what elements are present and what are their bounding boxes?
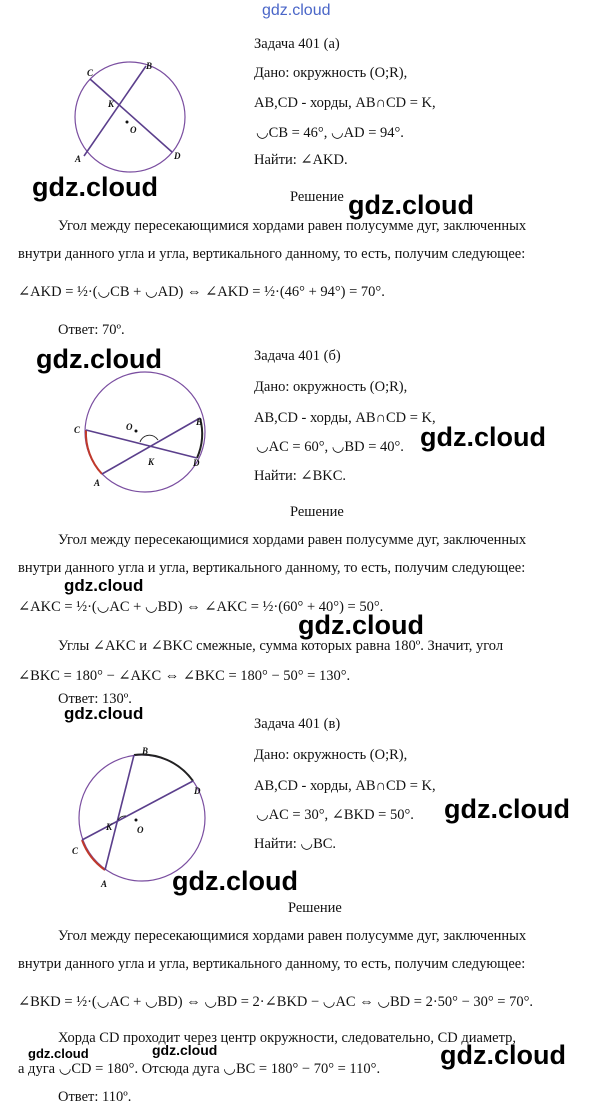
text-a-1: Угол между пересекающимися хордами равен полусумме дуг, заключенных	[58, 218, 527, 234]
angle-mark-b	[140, 435, 158, 442]
watermark-7: gdz.cloud	[64, 704, 144, 723]
watermark-5: gdz.cloud	[64, 576, 144, 595]
center-dot-b	[135, 430, 138, 433]
label-a-a: A	[75, 154, 82, 164]
chord-cd-a	[90, 79, 172, 152]
circle-a	[75, 62, 185, 172]
given-a: Дано: окружность (O;R),	[254, 65, 408, 81]
text-b-3: Углы ∠AKC и ∠BKC смежные, сумма которых равна 180º. Значит, угол	[58, 638, 504, 654]
diagram-b	[70, 370, 220, 495]
label-b-b: B	[196, 417, 203, 427]
formula-c: ∠BKD = ½·(◡AC + ◡BD) ⇔ ◡BD = 2·∠BKD − ◡AC ⇔ ◡BD = 2·50° − 30° = 70°.	[18, 994, 534, 1010]
watermark-12: gdz.cloud	[440, 1040, 566, 1070]
label-o-a: O	[130, 125, 137, 135]
label-c-b: C	[74, 425, 81, 435]
watermark-8: gdz.cloud	[444, 794, 570, 824]
text-c-2: внутри данного угла и угла, вертикального данному, то есть, получим следующее:	[18, 956, 526, 972]
watermark-9: gdz.cloud	[172, 866, 298, 896]
chord-cd-b	[86, 430, 197, 458]
chords-c: AB,CD - хорды, AB∩CD = K,	[254, 778, 436, 794]
arcs-b: ◡AC = 60°, ◡BD = 40°.	[256, 439, 404, 455]
label-k-a: K	[108, 99, 115, 109]
label-o-b: O	[126, 422, 133, 432]
answer-b: Ответ: 130º.	[58, 691, 132, 707]
label-k-b: K	[148, 457, 155, 467]
arcs-a: ◡CB = 46°, ◡AD = 94°.	[256, 125, 404, 141]
find-a: Найти: ∠AKD.	[254, 152, 348, 168]
arcs-c: ◡AC = 30°, ∠BKD = 50°.	[256, 807, 414, 823]
text-c-1: Угол между пересекающимися хордами равен полусумме дуг, заключенных	[58, 928, 527, 944]
watermark-2: gdz.cloud	[348, 190, 474, 220]
watermark-10: gdz.cloud	[28, 1046, 89, 1061]
text-b-4: ∠BKC = 180° − ∠AKC ⇔ ∠BKC = 180° − 50° = 130°.	[18, 668, 351, 684]
arc-ac-b	[86, 430, 102, 474]
watermark-4: gdz.cloud	[420, 422, 546, 452]
label-d-c: D	[194, 786, 201, 796]
watermark-1: gdz.cloud	[32, 172, 158, 202]
chords-a: AB,CD - хорды, AB∩CD = K,	[254, 95, 436, 111]
center-dot-c	[135, 819, 138, 822]
watermark-3: gdz.cloud	[36, 344, 162, 374]
watermark-6: gdz.cloud	[298, 610, 424, 640]
watermark-top: gdz.cloud	[262, 2, 331, 19]
answer-c: Ответ: 110º.	[58, 1089, 132, 1105]
find-b: Найти: ∠BKC.	[254, 468, 347, 484]
given-b: Дано: окружность (O;R),	[254, 379, 408, 395]
arc-bd-c	[134, 755, 193, 781]
text-c-3: Хорда CD проходит через центр окружности, следовательно, CD диаметр,	[58, 1030, 516, 1046]
label-b-a: B	[146, 61, 153, 71]
watermark-11: gdz.cloud	[152, 1042, 218, 1058]
label-d-a: D	[174, 151, 181, 161]
solution-title-b: Решение	[290, 504, 344, 520]
label-d-b: D	[193, 458, 200, 468]
chord-ab-c	[105, 755, 134, 870]
formula-a: ∠AKD = ½·(◡CB + ◡AD) ⇔ ∠AKD = ½·(46° + 94°) = 70°.	[18, 284, 385, 300]
center-dot-a	[126, 121, 129, 124]
title-b: Задача 401 (б)	[254, 348, 341, 364]
label-c-a: C	[87, 68, 94, 78]
label-a-b: A	[94, 478, 101, 488]
label-a-c: A	[101, 879, 108, 889]
text-a-2: внутри данного угла и угла, вертикального данному, то есть, получим следующее:	[18, 246, 526, 262]
text-b-1: Угол между пересекающимися хордами равен полусумме дуг, заключенных	[58, 532, 527, 548]
label-c-c: C	[72, 846, 79, 856]
chords-b: AB,CD - хорды, AB∩CD = K,	[254, 410, 436, 426]
chord-ab-a	[84, 66, 146, 156]
answer-a: Ответ: 70º.	[58, 322, 125, 338]
given-c: Дано: окружность (O;R),	[254, 747, 408, 763]
label-b-c: B	[142, 746, 149, 756]
label-o-c: O	[137, 825, 144, 835]
solution-title-a: Решение	[290, 189, 344, 205]
label-k-c: K	[106, 822, 113, 832]
text-c-4: а дуга ◡CD = 180°. Отсюда дуга ◡BC = 180° − 70° = 110°.	[18, 1061, 381, 1077]
title-a: Задача 401 (а)	[254, 36, 340, 52]
title-c: Задача 401 (в)	[254, 716, 341, 732]
formula-b: ∠AKC = ½·(◡AC + ◡BD) ⇔ ∠AKC = ½·(60° + 40°) = 50°.	[18, 599, 384, 615]
find-c: Найти: ◡BC.	[254, 836, 337, 852]
text-b-2: внутри данного угла и угла, вертикального данному, то есть, получим следующее:	[18, 560, 526, 576]
solution-title-c: Решение	[288, 900, 342, 916]
diagram-a	[60, 55, 200, 185]
